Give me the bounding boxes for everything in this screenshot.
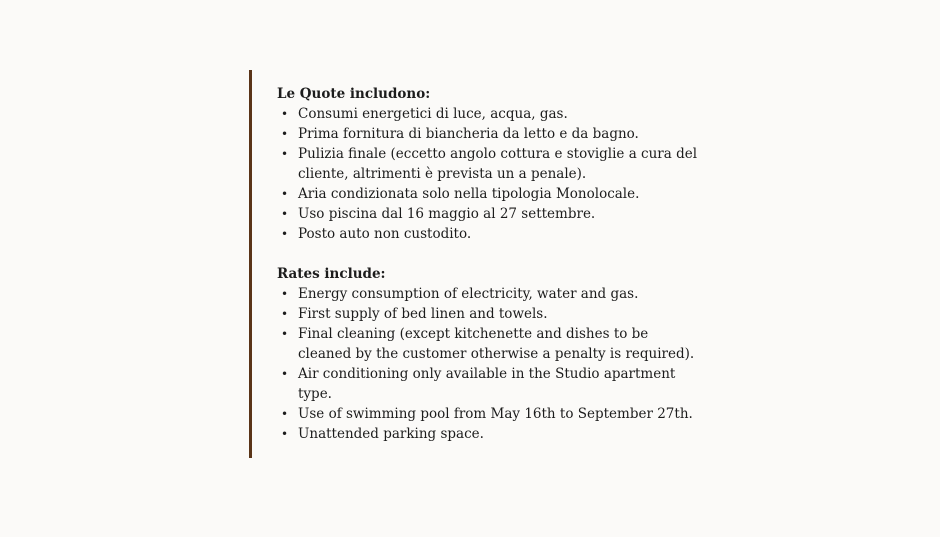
list-item: • Air conditioning only available in the Studio apartment type. (277, 364, 698, 404)
list-item: • Prima fornitura di biancheria da letto e da bagno. (277, 124, 698, 144)
list-item: • Use of swimming pool from May 16th to September 27th. (277, 404, 698, 424)
italian-inclusions-list (277, 104, 719, 244)
section-spacer (277, 244, 719, 264)
list-item: • Pulizia finale (eccetto angolo cottura e stoviglie a cura del cliente, altrimenti è prevista un a penale). (277, 144, 698, 184)
list-item: • Unattended parking space. (277, 424, 698, 444)
list-item: • Consumi energetici di luce, acqua, gas. (277, 104, 698, 124)
list-item: • Aria condizionata solo nella tipologia Monolocale. (277, 184, 698, 204)
english-inclusions-list (277, 284, 719, 444)
list-item: • Final cleaning (except kitchenette and dishes to be cleaned by the customer otherwise a penalty is required). (277, 324, 698, 364)
list-item: • Energy consumption of electricity, water and gas. (277, 284, 698, 304)
english-section-title: Rates include: (277, 266, 386, 282)
italian-section-title: Le Quote includono: (277, 86, 431, 102)
rates-info-panel (249, 70, 719, 458)
list-item: • Uso piscina dal 16 maggio al 27 settembre. (277, 204, 698, 224)
list-item: • First supply of bed linen and towels. (277, 304, 698, 324)
list-item: • Posto auto non custodito. (277, 224, 698, 244)
